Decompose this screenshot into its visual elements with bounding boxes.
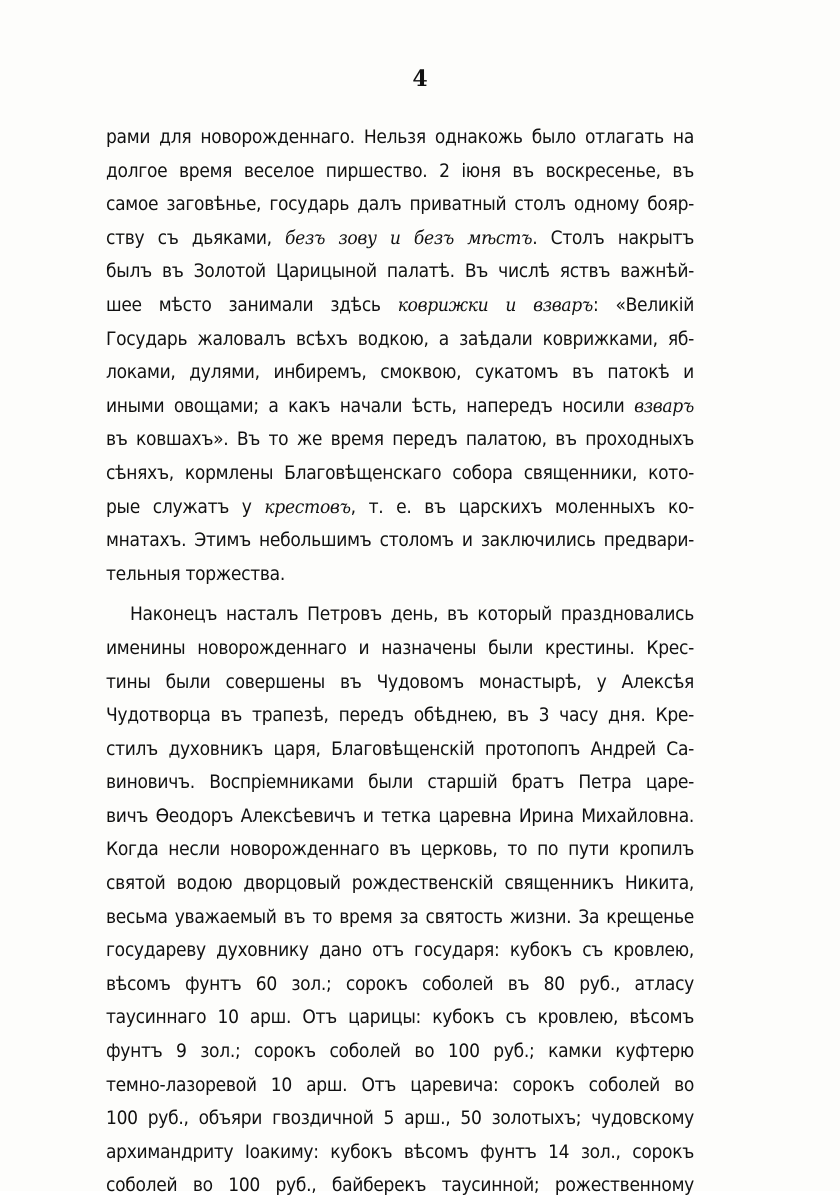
text-line <box>106 1001 694 1035</box>
text-segment: Наконецъ насталъ Петровъ день, въ который праздновались <box>130 603 694 626</box>
body-text <box>106 121 694 1203</box>
text-segment: локами, дулями, инбиремъ, смоквою, сукатомъ въ патокѣ и <box>106 361 694 384</box>
paragraph <box>106 121 694 591</box>
text-line <box>106 255 694 289</box>
text-line <box>106 121 694 155</box>
italic-text: коврижки и взваръ <box>397 293 594 316</box>
text-segment: вѣсомъ фунтъ 60 зол.; сорокъ соболей въ 80 руб., атласу <box>106 972 694 995</box>
italic-text: взваръ <box>634 394 694 417</box>
text-segment: Чудотворца въ трапезѣ, передъ обѣднею, въ 3 часу дня. Кре- <box>106 704 694 727</box>
text-line <box>106 968 694 1002</box>
text-segment: въ ковшахъ». Въ то же время передъ палатою, въ проходныхъ <box>106 428 694 451</box>
text-segment: святой водою дворцовый рождественскій священникъ Никита, <box>106 872 694 895</box>
italic-text: безъ зову и безъ мѣстъ <box>285 226 533 249</box>
text-line <box>106 524 694 558</box>
text-line <box>106 598 694 632</box>
text-line <box>106 1169 694 1203</box>
text-segment: государеву духовнику дано отъ государя: кубокъ съ кровлею, <box>106 939 694 962</box>
text-segment: архимандриту Іоакиму: кубокъ вѣсомъ фунтъ 14 зол., сорокъ <box>106 1140 694 1163</box>
text-line <box>106 423 694 457</box>
text-line <box>106 934 694 968</box>
text-segment: . Столъ накрытъ <box>532 226 694 249</box>
paragraph <box>106 598 694 1203</box>
text-line <box>106 1069 694 1103</box>
text-segment: иными овощами; а какъ начали ѣсть, напередъ носили <box>106 394 635 417</box>
text-segment: вичъ Ѳеодоръ Алексѣевичъ и тетка царевна Ирина Михайловна. <box>106 804 694 827</box>
text-segment: виновичъ. Воспріемниками были старшій братъ Петра царе- <box>106 771 694 794</box>
text-line <box>106 457 694 491</box>
text-segment: именины новорожденнаго и назначены были крестины. Крес- <box>106 636 694 659</box>
text-segment: рые служатъ у <box>106 495 265 518</box>
text-line <box>106 390 694 424</box>
text-line <box>106 699 694 733</box>
text-segment: рами для новорожденнаго. Нельзя однакожь было отлагать на <box>106 126 694 148</box>
text-line <box>106 356 694 390</box>
text-segment: , т. е. въ царскихъ моленныхъ ко- <box>350 495 694 518</box>
text-line <box>106 867 694 901</box>
text-segment: 100 руб., объяри гвоздичной 5 арш., 50 золотыхъ; чудовскому <box>106 1107 694 1130</box>
text-segment: весьма уважаемый въ то время за святость жизни. За крещенье <box>106 905 694 928</box>
italic-text: крестовъ <box>264 495 351 518</box>
text-line <box>106 1035 694 1069</box>
text-line <box>106 666 694 700</box>
text-line <box>106 733 694 767</box>
text-segment: самое заговѣнье, государь далъ приватный столъ одному бояр- <box>106 193 694 216</box>
text-line <box>106 632 694 666</box>
text-segment: таусиннаго 10 арш. Отъ царицы: кубокъ съ кровлею, вѣсомъ <box>106 1006 694 1029</box>
text-line <box>106 491 694 525</box>
text-segment: соболей во 100 руб., байберекъ таусинной; рожественному <box>106 1174 694 1197</box>
text-segment: стилъ духовникъ царя, Благовѣщенскій протопопъ Андрей Са- <box>106 737 694 760</box>
text-line <box>106 1102 694 1136</box>
text-segment: тины были совершены въ Чудовомъ монастырѣ, у Алексѣя <box>106 670 694 693</box>
text-line <box>106 155 694 189</box>
text-segment: : «Великій <box>593 293 694 316</box>
text-line <box>106 1136 694 1170</box>
text-segment: Когда несли новорожденнаго въ церковь, то по пути кропилъ <box>106 838 694 861</box>
text-line <box>106 833 694 867</box>
text-segment: тельныя торжества. <box>106 562 285 585</box>
text-segment: шее мѣсто занимали здѣсь <box>106 293 398 316</box>
text-segment: темно-лазоревой 10 арш. Отъ царевича: сорокъ соболей во <box>106 1073 694 1096</box>
text-segment: былъ въ Золотой Царицыной палатѣ. Въ числѣ яствъ важнѣй- <box>106 260 694 283</box>
text-line <box>106 558 694 592</box>
text-line <box>106 901 694 935</box>
text-segment: фунтъ 9 зол.; сорокъ соболей во 100 руб.; камки куфтерю <box>106 1040 694 1063</box>
text-line <box>106 222 694 256</box>
text-segment: Государь жаловалъ всѣхъ водкою, а заѣдали коврижками, яб- <box>106 327 694 350</box>
page-number: 4 <box>412 66 428 92</box>
text-line <box>106 188 694 222</box>
text-line <box>106 766 694 800</box>
text-line <box>106 323 694 357</box>
text-segment: ству съ дьяками, <box>106 226 286 249</box>
text-segment: мнатахъ. Этимъ небольшимъ столомъ и заключились предвари- <box>106 529 694 552</box>
text-segment: долгое время веселое пиршество. 2 іюня въ воскресенье, въ <box>106 159 694 182</box>
text-line <box>106 289 694 323</box>
text-segment: сѣняхъ, кормлены Благовѣщенскаго собора священники, кото- <box>106 461 694 484</box>
text-line <box>106 800 694 834</box>
